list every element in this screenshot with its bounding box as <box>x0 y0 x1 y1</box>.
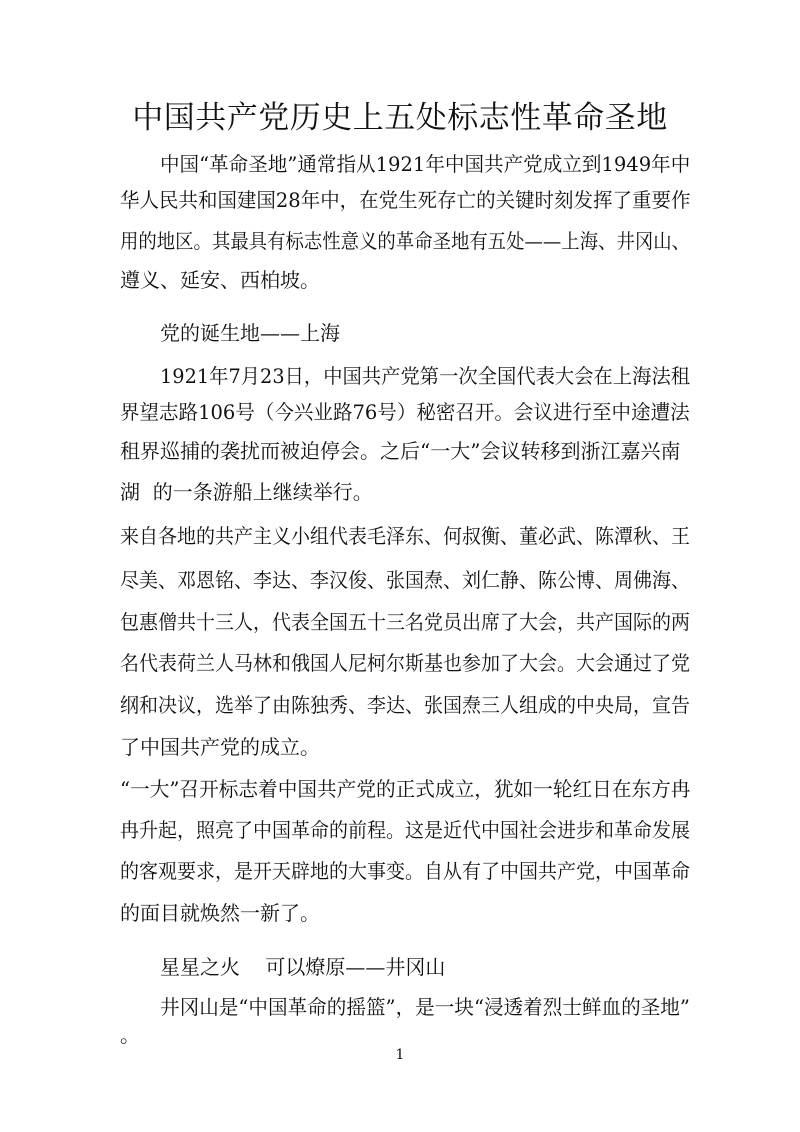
shanghai-line-2: 界望志路106号（今兴业路76号）秘密召开。会议进行至中途遭法 <box>120 400 690 424</box>
intro-line-3: 用的地区。其最具有标志性意义的革命圣地有五处——上海、井冈山、 <box>120 229 691 253</box>
intro-line-2: 华人民共和国建国28年中，在党生死存亡的关键时刻发挥了重要作 <box>120 188 691 212</box>
intro-line-1: 中国“革命圣地”通常指从1921年中国共产党成立到1949年中 <box>160 152 691 176</box>
significance-line-3: 的客观要求，是开天辟地的大事变。自从有了中国共产党，中国革命 <box>120 859 690 883</box>
jinggangshan-line-2: 。 <box>120 1023 140 1047</box>
section-heading-jinggangshan: 星星之火 可以燎原——井冈山 <box>160 955 446 979</box>
delegates-line-6: 了中国共产党的成立。 <box>120 735 320 759</box>
delegates-line-5: 纲和决议，选举了由陈独秀、李达、张国焘三人组成的中央局，宣告 <box>120 693 690 717</box>
shanghai-line-1: 1921年7月23日，中国共产党第一次全国代表大会在上海法租 <box>160 364 691 388</box>
intro-line-4: 遵义、延安、西柏坡。 <box>120 268 320 292</box>
page-number: 1 <box>395 1047 405 1063</box>
significance-line-1: “一大”召开标志着中国共产党的正式成立，犹如一轮红日在东方冉 <box>120 777 691 801</box>
significance-line-4: 的面目就焕然一新了。 <box>120 901 320 925</box>
shanghai-line-3: 租界巡捕的袭扰而被迫停会。之后“一大”会议转移到浙江嘉兴南 <box>120 439 681 463</box>
delegates-line-2: 尽美、邓恩铭、李达、李汉俊、张国焘、刘仁静、陈公博、周佛海、 <box>120 568 690 592</box>
jinggangshan-line-1: 井冈山是“中国革命的摇篮”，是一块“浸透着烈士鲜血的圣地” <box>160 995 690 1019</box>
shanghai-line-4: 湖 的一条游船上继续举行。 <box>120 480 373 504</box>
significance-line-2: 冉升起，照亮了中国革命的前程。这是近代中国社会进步和革命发展 <box>120 818 690 842</box>
delegates-line-3: 包惠僧共十三人，代表全国五十三名党员出席了大会，共产国际的两 <box>120 610 690 634</box>
delegates-line-4: 名代表荷兰人马林和俄国人尼柯尔斯基也参加了大会。大会通过了党 <box>120 651 690 675</box>
section-heading-shanghai: 党的诞生地——上海 <box>160 321 340 345</box>
delegates-line-1: 来自各地的共产主义小组代表毛泽东、何叔衡、董必武、陈潭秋、王 <box>120 524 690 548</box>
document-title: 中国共产党历史上五处标志性革命圣地 <box>132 100 668 136</box>
